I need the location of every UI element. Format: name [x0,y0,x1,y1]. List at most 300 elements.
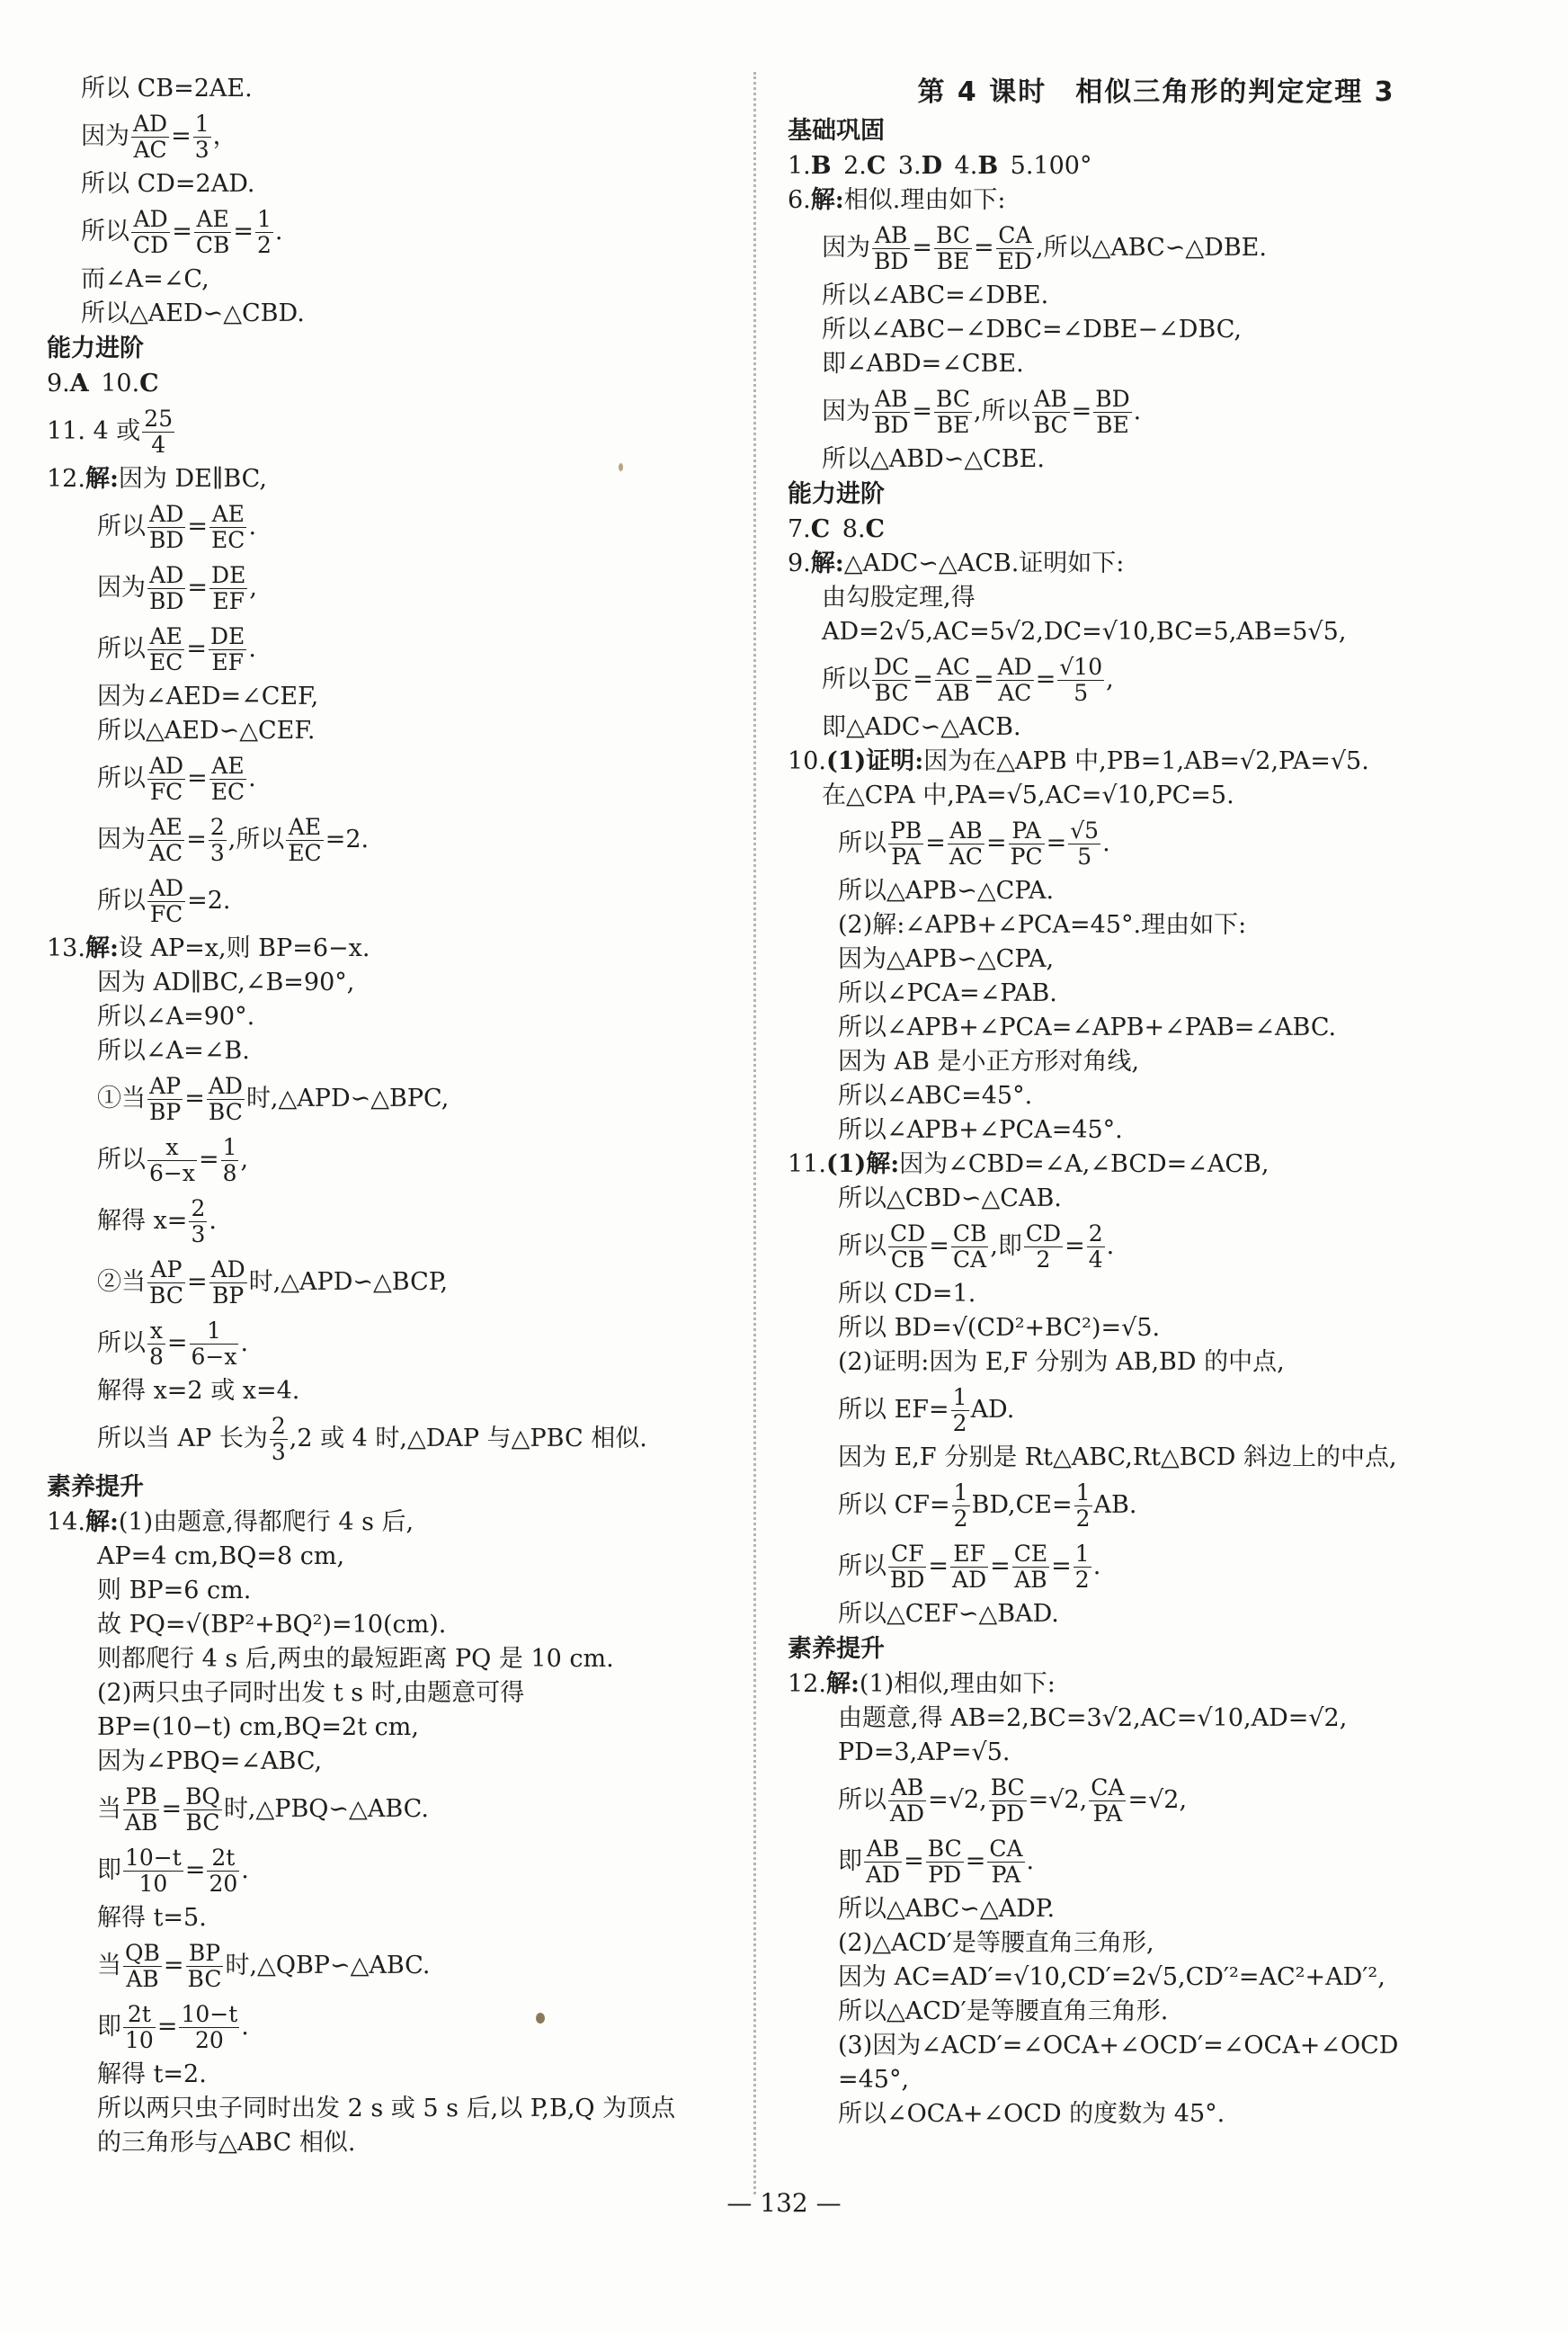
problem-number: 6. [788,186,811,214]
fraction-denominator: 20 [194,2027,224,2053]
answer-choice: C [139,370,159,398]
solution-line: 由题意,得 AB=2,BC=3√2,AC=√10,AD=√2, [838,1704,1348,1732]
solution-line: 解得 t=5. [97,1904,207,1932]
fraction [209,1257,247,1309]
paper-speck [536,2013,545,2024]
solution-line: 即∠ABD=∠CBE. [822,350,1024,378]
solution-line [47,462,730,496]
line-text: =√2, [1028,1786,1088,1814]
line-text: = [1051,1552,1072,1580]
fraction-denominator: AC [149,840,183,866]
fraction-numerator: AE [194,207,232,233]
fraction-numerator: EF [950,1541,988,1568]
solution-line: 所以两只虫子同时出发 2 s 或 5 s 后,以 P,B,Q 为顶点 [97,2095,676,2122]
fraction-numerator: QB [125,1940,160,1966]
line-text: =2. [325,826,370,853]
line-text: = [186,826,207,853]
solution-line: 所以△CBD∽△CAB. [838,1184,1062,1212]
fraction-denominator: 8 [222,1160,237,1186]
line-text: AD. [970,1396,1015,1424]
line-text: = [925,829,946,857]
line-text: 所以 [97,764,146,792]
line-text: 所以 [838,1786,886,1814]
fraction-numerator: AB [888,1775,926,1801]
fraction-numerator: BC [936,386,971,412]
line-text: 解得 x= [97,1207,188,1235]
solution-line: 所以∠A=90°. [97,1003,255,1031]
solution-line: 所以△ABD∽△CBE. [822,445,1045,473]
solution-line: 所以 CB=2AE. [81,75,253,103]
fraction [147,563,185,614]
solution-line: 所以△AED∽△CBD. [81,299,305,327]
line-text: = [974,666,994,693]
solution-line: 所以∠OCA+∠OCD 的度数为 45°. [838,2100,1225,2128]
fraction [131,207,170,258]
line-text: △ADC∽△ACB.证明如下: [843,549,1125,577]
solution-line [788,649,1525,710]
solution-line [47,1191,730,1252]
line-text: =2. [187,887,231,915]
left-column [47,72,730,2160]
fraction [888,1541,926,1593]
line-text: = [928,1552,949,1580]
line-text: =√2, [1127,1786,1188,1814]
fraction-denominator: BE [936,412,970,438]
fraction [193,112,211,163]
line-text: 相似.理由如下: [843,186,1006,214]
fraction-denominator: AC [133,137,167,163]
line-text: = [974,234,994,262]
fraction-numerator: 2 [271,1413,286,1439]
fraction-denominator: PD [928,1862,962,1888]
section-heading: 能力进阶 [788,480,885,508]
fraction-denominator: AB [1014,1567,1047,1593]
solution-line: 由勾股定理,得 [822,584,976,612]
answer-choice: C [865,515,886,543]
fraction-denominator: EC [210,779,245,805]
fraction-denominator: 2 [1075,1506,1091,1532]
fraction-numerator: AB [1032,387,1070,413]
fraction [1093,387,1131,438]
fraction-numerator: AD [149,875,184,901]
fraction [123,1784,159,1836]
solution-line [788,149,1525,183]
fraction-numerator: DE [211,562,246,588]
line-text: ②当 [97,1268,146,1296]
right-column [788,72,1525,2131]
fraction [934,387,972,438]
fraction-numerator: BC [990,1774,1025,1800]
line-text: 因为∠CBD=∠A,∠BCD=∠ACB, [899,1150,1270,1178]
fraction-denominator: BC [874,680,909,706]
fraction-numerator: AB [948,818,984,844]
solution-line [788,813,1525,874]
fraction-denominator: BC [185,1809,220,1836]
fraction-denominator: BP [212,1282,245,1309]
line-text: ,所以 [227,826,285,853]
fraction-denominator: 2 [1036,1246,1051,1273]
fraction [190,1318,239,1370]
line-text: = [163,1952,184,1979]
fraction-denominator: 2 [953,1506,968,1532]
solution-line: 则都爬行 4 s 后,两虫的最短距离 PQ 是 10 cm. [97,1645,614,1673]
fraction [207,1074,245,1125]
line-text: = [184,1856,206,1884]
fraction [147,1074,183,1125]
line-text: = [1046,829,1067,857]
line-text: = [929,1232,949,1260]
solution-line [47,1935,730,1997]
fraction-denominator: EC [149,649,183,675]
fraction [255,207,273,258]
line-text: = [1071,398,1092,425]
fraction-denominator: BC [208,1099,243,1125]
paper-speck [619,463,623,471]
fraction-denominator: CA [952,1246,987,1273]
line-text: 当 [97,1795,121,1823]
line-text: . [241,1856,249,1884]
line-text: =√2, [928,1786,987,1814]
solution-line: AP=4 cm,BQ=8 cm, [97,1542,345,1570]
fraction-numerator: √10 [1059,654,1103,680]
line-text: 因为 [822,234,870,262]
fraction-denominator: BC [149,1282,183,1309]
fraction-denominator: BE [936,248,970,274]
line-text: = [1035,666,1056,693]
line-text: = [186,1268,208,1296]
fraction-numerator: AD [131,207,170,233]
solution-line: 解得 t=2. [97,2060,207,2088]
line-text: . [1092,1552,1101,1580]
fraction [950,1541,988,1593]
line-text: ①当 [97,1085,146,1112]
fraction [123,2002,156,2053]
solution-line: BP=(10−t) cm,BQ=2t cm, [97,1713,419,1741]
fraction-numerator: AE [147,815,184,841]
fraction-denominator: PA [891,844,921,870]
fraction [147,1257,185,1309]
fraction-numerator: AB [864,1836,902,1863]
line-text: = [156,2013,178,2041]
line-text: = [912,234,933,262]
fraction-denominator: AC [998,680,1032,706]
line-text: = [904,1847,924,1875]
line-text: 所以 [97,635,146,663]
section-heading: 素养提升 [47,1473,144,1501]
solution-line: 解得 x=2 或 x=4. [97,1377,300,1405]
fraction [951,1385,969,1436]
fraction-numerator: AE [209,754,246,780]
fraction [864,1836,902,1888]
solution-line: 在△CPA 中,PA=√5,AC=√10,PC=5. [822,782,1234,809]
line-text: 所以 [97,1329,146,1357]
answer-choice: B [810,152,832,180]
solution-label: 解: [825,1670,860,1698]
fraction-denominator: 10 [138,1871,168,1897]
fraction [1068,818,1100,870]
solution-line [47,106,730,167]
fraction [147,1318,165,1370]
fraction-numerator: 10−t [181,2001,238,2027]
fraction [1032,387,1070,438]
fraction [142,407,174,458]
fraction-denominator: PD [991,1800,1025,1827]
line-text: ,2 或 4 时,△DAP 与△PBC 相似. [289,1425,647,1452]
fraction-numerator: √5 [1070,818,1100,844]
line-text: = [187,513,209,541]
line-text: . [274,218,283,246]
line-text: = [198,1146,219,1174]
line-text: = [171,122,192,150]
fraction [147,502,185,553]
solution-line [788,1770,1525,1831]
fraction [270,1414,288,1465]
line-text: . [248,513,257,541]
fraction-numerator: AD [149,753,184,779]
solution-line: 因为 E,F 分别是 Rt△ABC,Rt△BCD 斜边上的中点, [838,1443,1397,1471]
fraction [147,754,185,805]
fraction [209,815,227,866]
solution-line [788,218,1525,279]
fraction-numerator: 10−t [125,1845,182,1871]
line-text: 设 AP=x,则 BP=6−x. [118,934,370,962]
fraction [989,1775,1027,1827]
fraction-denominator: 3 [271,1439,286,1465]
fraction-denominator: FC [149,901,183,927]
fraction [1087,1221,1105,1273]
line-text: . [1133,398,1142,425]
solution-line [47,619,730,680]
solution-line: 所以∠ABC=∠DBE. [822,281,1049,309]
fraction [209,754,246,805]
fraction-numerator: x [147,1318,165,1345]
line-text: 所以 [97,1146,146,1174]
answer-choice: B [977,152,999,180]
fraction [951,1221,989,1273]
solution-line [788,1475,1525,1536]
fraction-denominator: BP [149,1099,182,1125]
line-text: = [990,1552,1011,1580]
fraction [926,1836,964,1888]
solution-line [47,809,730,871]
line-text: = [986,829,1007,857]
line-text: . [240,1329,249,1357]
fraction-numerator: 2t [207,1845,239,1872]
fraction-numerator: PB [890,818,922,844]
line-text: = [1065,1232,1085,1260]
answer-number: 2. [843,152,867,180]
answer-number: 9. [47,370,70,398]
fraction-denominator: 3 [194,137,209,163]
solution-line [47,1252,730,1313]
solution-line [47,367,730,401]
line-text: 时,△PBQ∽△ABC. [223,1795,429,1823]
fraction [123,1845,183,1897]
fraction-denominator: 2 [256,232,272,258]
line-text: 所以 [81,218,129,246]
fraction-numerator: AD [210,1256,245,1282]
section-heading: 能力进阶 [47,335,144,362]
solution-line: 所以 BD=√(CD²+BC²)=√5. [838,1314,1161,1342]
line-text: , [1106,666,1114,693]
problem-number: 9. [788,549,811,577]
fraction-numerator: BC [927,1836,962,1862]
fraction-denominator: AB [937,680,970,706]
fraction-denominator: BC [1033,412,1068,438]
fraction [209,502,246,553]
line-text: = [187,574,209,602]
fraction [1024,1221,1063,1273]
fraction-numerator: AD [208,1073,243,1099]
answer-number: 3. [897,152,922,180]
fraction-denominator: PC [1010,844,1043,870]
fraction-numerator: 25 [144,406,174,432]
line-text: BD,CE= [971,1491,1073,1519]
problem-number: 11. [788,1150,826,1178]
solution-line: =45°, [838,2066,910,2094]
fraction-numerator: 1 [1075,1479,1091,1506]
page-number: — 132 — [726,2188,842,2218]
fraction-numerator: PB [123,1784,159,1810]
fraction-denominator: 3 [209,840,225,866]
section-heading: 素养提升 [788,1635,885,1663]
solution-line: 所以∠PCA=∠PAB. [838,979,1057,1007]
line-text: = [186,635,208,663]
solution-label: 解: [85,934,119,962]
fraction-denominator: FC [149,779,183,805]
solution-line [788,1380,1525,1441]
fraction [147,876,185,927]
fraction-denominator: BC [187,1966,222,1992]
fraction [888,1775,926,1827]
line-text: . [209,1207,217,1235]
solution-line [788,513,1525,547]
line-text: = [161,1795,183,1823]
solution-line [788,1831,1525,1892]
solution-line: 因为△APB∽△CPA, [838,945,1055,973]
fraction-numerator: AD [147,563,185,589]
answer-choice: A [69,370,89,398]
solution-line [47,932,730,966]
fraction-numerator: AB [872,387,910,413]
line-text: 11. 4 或 [47,417,141,445]
fraction-numerator: 1 [222,1134,237,1160]
solution-line: 所以 CD=1. [838,1280,976,1308]
line-text: 所以 EF= [838,1396,949,1424]
solution-line [47,201,730,263]
solution-line: 所以△ACD′是等腰直角三角形. [838,1997,1169,2025]
fraction-numerator: AE [286,815,323,841]
line-text: 因为在△APB 中,PB=1,AB=√2,PA=√5. [923,747,1369,775]
fraction [147,1135,197,1186]
line-text: (1)由题意,得都爬行 4 s 后, [118,1508,414,1536]
fraction-numerator: AB [872,223,910,249]
solution-line [788,547,1525,581]
fraction-numerator: AE [147,624,184,650]
fraction-numerator: AE [209,502,246,528]
line-text: ,所以 [974,398,1030,425]
solution-line: 而∠A=∠C, [81,265,209,293]
solution-line [47,1313,730,1374]
fraction-numerator: AD [147,502,185,528]
line-text: 当 [97,1952,121,1979]
fraction-numerator: 2 [191,1195,206,1221]
fraction-denominator: BD [874,412,909,438]
fraction-denominator: 5 [1074,680,1089,706]
fraction-numerator: PA [1009,818,1045,844]
fraction-numerator: 2t [123,2002,156,2028]
fraction [123,1941,162,1992]
line-text: . [1102,829,1110,857]
solution-line: (3)因为∠ACD′=∠OCA+∠OCD′=∠OCA+∠OCD [838,2032,1399,2059]
solution-label: 解: [810,549,844,577]
fraction [888,818,923,870]
line-text: 因为 [97,826,146,853]
fraction-denominator: BD [149,588,184,614]
section-heading: 基础巩固 [788,117,885,145]
fraction-numerator: CA [996,223,1034,249]
fraction [952,1480,970,1532]
fraction [183,1784,222,1836]
line-text: 因为 [822,398,870,425]
line-text: . [248,635,256,663]
answer-number: 5. [1010,152,1034,180]
solution-line [47,871,730,932]
solution-line [47,1506,730,1540]
line-text: , [249,574,257,602]
column-divider [753,72,756,2194]
line-text: 即 [838,1847,862,1875]
fraction [1009,818,1045,870]
answer-number: 8. [842,515,866,543]
solution-line: 所以∠ABC−∠DBC=∠DBE−∠DBC, [822,316,1242,344]
fraction-numerator: BP [186,1941,224,1967]
solution-line: 所以△ABC∽△ADP. [838,1895,1056,1923]
solution-line: 所以 CD=2AD. [81,170,255,198]
fraction-numerator: 1 [190,1318,239,1345]
solution-line: 因为∠PBQ=∠ABC, [97,1747,323,1775]
solution-line [788,183,1525,218]
solution-line [788,745,1525,779]
line-text: 所以 [822,666,870,693]
fraction-numerator: x [147,1135,197,1161]
fraction-numerator: 1 [194,111,209,137]
fraction [935,655,972,706]
fraction-denominator: 20 [209,1871,238,1897]
line-text: = [913,666,933,693]
solution-label: (1)证明: [825,747,924,775]
line-text: 所以 [838,829,886,857]
solution-line: PD=3,AP=√5. [838,1738,1011,1766]
fraction-numerator: CB [952,1220,987,1246]
fraction-denominator: AB [126,1966,159,1992]
fraction [179,2002,239,2053]
fraction-numerator: CD [890,1220,926,1246]
fraction-denominator: EC [288,840,322,866]
fraction-denominator: 3 [191,1221,206,1247]
fraction-denominator: 4 [151,432,166,458]
line-text: 所以 [97,513,146,541]
fraction-denominator: PA [991,1862,1021,1888]
line-text: 所以 CF= [838,1491,950,1519]
lesson-title: 第 4 课时 相似三角形的判定定理 3 [917,76,1395,108]
solution-line: 的三角形与△ABC 相似. [97,2129,356,2157]
solution-line: 所以△AED∽△CEF. [97,717,316,745]
solution-line: 所以∠APB+∠PCA=∠APB+∠PAB=∠ABC. [838,1014,1337,1041]
line-text: = [166,1329,188,1357]
fraction [1089,1775,1126,1827]
fraction-denominator: 2 [952,1410,967,1436]
